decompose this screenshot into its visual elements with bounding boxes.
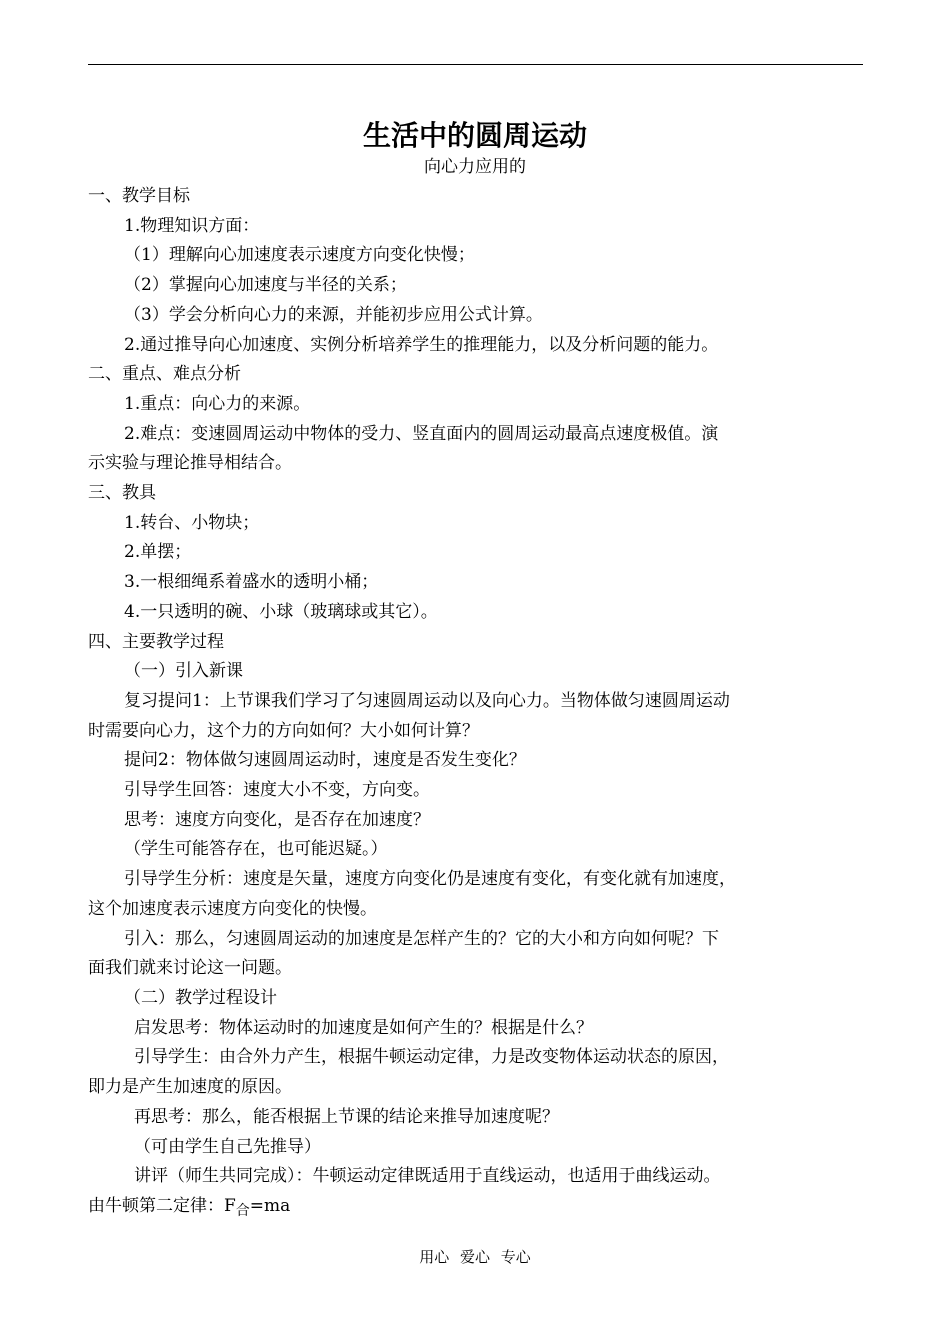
section-heading: 二、重点、难点分析 bbox=[88, 364, 241, 385]
paragraph-line: 讲评（师生共同完成）：牛顿运动定律既适用于直线运动，也适用于曲线运动。 bbox=[134, 1166, 721, 1187]
formula-line bbox=[88, 1192, 808, 1227]
page-subtitle: 向心力应用的 bbox=[424, 157, 526, 177]
list-item: （1）理解向心加速度表示速度方向变化快慢； bbox=[124, 245, 475, 266]
paragraph-line: 引入：那么，匀速圆周运动的加速度是怎样产生的？它的大小和方向如何呢？下 bbox=[124, 928, 719, 949]
section-heading: 三、教具 bbox=[88, 483, 156, 504]
paragraph-line: 引导学生：由合外力产生，根据牛顿运动定律，力是改变物体运动状态的原因， bbox=[134, 1047, 729, 1068]
list-item: （2）掌握向心加速度与半径的关系； bbox=[124, 275, 407, 296]
paragraph-line: 这个加速度表示速度方向变化的快慢。 bbox=[88, 898, 377, 919]
paragraph-line: 即力是产生加速度的原因。 bbox=[88, 1077, 292, 1098]
paragraph-line: （可由学生自己先推导） bbox=[134, 1136, 321, 1157]
formula-suffix: =ma bbox=[249, 1195, 291, 1216]
header-rule bbox=[88, 64, 863, 65]
list-item: 4.一只透明的碗、小球（玻璃球或其它）。 bbox=[124, 601, 438, 622]
paragraph-line: 引导学生回答：速度大小不变，方向变。 bbox=[124, 780, 430, 801]
section-heading: 一、教学目标 bbox=[88, 186, 190, 206]
paragraph-line: 示实验与理论推导相结合。 bbox=[88, 453, 292, 474]
paragraph-line: 面我们就来讨论这一问题。 bbox=[88, 958, 292, 979]
page-title: 生活中的圆周运动 bbox=[362, 119, 587, 152]
paragraph-line: 提问2：物体做匀速圆周运动时，速度是否发生变化？ bbox=[124, 750, 526, 771]
paragraph-line: 2.难点：变速圆周运动中物体的受力、竖直面内的圆周运动最高点速度极值。演 bbox=[124, 423, 719, 444]
list-item: （3）学会分析向心力的来源，并能初步应用公式计算。 bbox=[124, 304, 543, 325]
paragraph-line: 1.物理知识方面： bbox=[124, 215, 260, 236]
section-heading: 四、主要教学过程 bbox=[88, 631, 224, 652]
list-item: 1.转台、小物块； bbox=[124, 512, 260, 533]
page-footer: 用心 爱心 专心 bbox=[419, 1248, 531, 1266]
list-item: 2.单摆； bbox=[124, 542, 192, 563]
subsection-heading: （一）引入新课 bbox=[124, 661, 243, 682]
formula-prefix: 由牛顿第二定律：F bbox=[88, 1195, 236, 1216]
paragraph-line: 引导学生分析：速度是矢量，速度方向变化仍是速度有变化，有变化就有加速度， bbox=[124, 869, 736, 890]
list-item: 3.一根细绳系着盛水的透明小桶； bbox=[124, 572, 379, 593]
paragraph-line: 思考：速度方向变化，是否存在加速度？ bbox=[124, 809, 430, 830]
paragraph-line: （学生可能答存在，也可能迟疑。） bbox=[124, 839, 388, 860]
paragraph-line: 启发思考：物体运动时的加速度是如何产生的？根据是什么？ bbox=[134, 1017, 593, 1038]
paragraph-line: 再思考：那么，能否根据上节课的结论来推导加速度呢？ bbox=[134, 1106, 559, 1127]
subsection-heading: （二）教学过程设计 bbox=[124, 987, 277, 1008]
document-body bbox=[88, 182, 808, 1227]
paragraph-line: 复习提问1：上节课我们学习了匀速圆周运动以及向心力。当物体做匀速圆周运动 bbox=[124, 690, 730, 711]
paragraph-line: 时需要向心力，这个力的方向如何？大小如何计算？ bbox=[88, 720, 479, 741]
formula-subscript: 合 bbox=[235, 1202, 250, 1219]
paragraph-line: 1.重点：向心力的来源。 bbox=[124, 393, 311, 414]
paragraph-line: 2.通过推导向心加速度、实例分析培养学生的推理能力，以及分析问题的能力。 bbox=[124, 334, 719, 355]
